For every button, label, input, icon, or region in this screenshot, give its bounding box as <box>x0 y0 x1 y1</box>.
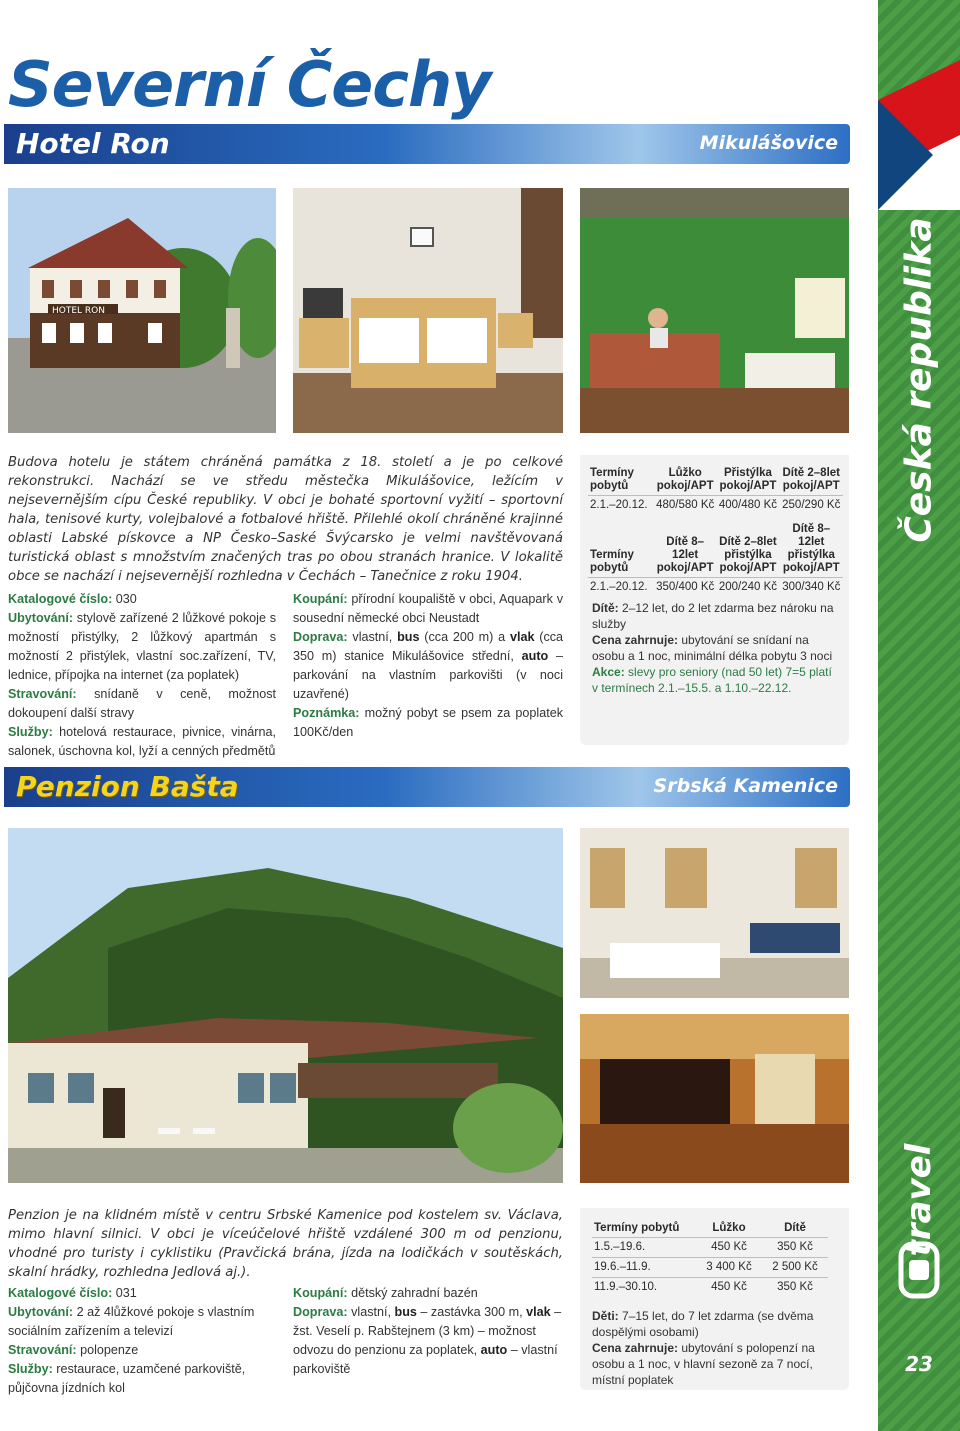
price-cell: 19.6.–11.9. <box>592 1258 696 1278</box>
price-cell: 480/580 Kč <box>654 496 716 516</box>
price-includes-value: ubytování se snídaní na osobu a 1 noc, minimální délka pobytu 3 noci <box>592 633 833 663</box>
price-cell: 350 Kč <box>762 1278 828 1298</box>
price-cell: 3 400 Kč <box>696 1258 762 1278</box>
price-cell: 450 Kč <box>696 1238 762 1258</box>
child-value: 7–15 let, do 7 let zdarma (se dvěma dospělými osobami) <box>592 1309 814 1339</box>
brand-travel: travel <box>899 1143 939 1257</box>
table-row <box>592 1238 828 1258</box>
price-includes-value: ubytování s polopenzí na osobu a 1 noc, v hlavní sezoně za 7 nocí, místní poplatek <box>592 1341 815 1387</box>
cd-logo-icon <box>897 1240 941 1300</box>
penzion-basta-info-col1 <box>8 1284 276 1398</box>
hotel-ron-title: Hotel Ron <box>16 127 170 160</box>
hotel-ron-price-table-2 <box>588 521 843 597</box>
penzion-basta-bar-photo <box>580 1014 849 1183</box>
hotel-ron-info-col2 <box>293 590 563 742</box>
transport-car: auto <box>521 649 549 663</box>
transport-train: vlak <box>526 1305 551 1319</box>
penzion-basta-exterior-photo <box>8 828 563 1183</box>
child-label: Děti: <box>592 1309 619 1323</box>
price-includes-label: Cena zahrnuje: <box>592 633 679 647</box>
hotel-ron-banner <box>4 124 850 164</box>
country-title: Česká republika <box>898 217 940 543</box>
price-header: Termíny pobytů <box>590 467 634 492</box>
price-cell: 2 500 Kč <box>762 1258 828 1278</box>
price-cell: 250/290 Kč <box>779 496 843 516</box>
table-row <box>588 578 843 598</box>
price-cell: 11.9.–30.10. <box>592 1278 696 1298</box>
catalog-value: 030 <box>115 592 137 606</box>
transport-text: vlastní, <box>352 630 393 644</box>
page-number: 23 <box>905 1352 933 1376</box>
price-cell: 450 Kč <box>696 1278 762 1298</box>
penzion-basta-title: Penzion Bašta <box>16 770 239 803</box>
price-header: Termíny pobytů <box>594 1222 680 1234</box>
swimming-label: Koupání: <box>293 592 348 606</box>
catalog-label: Katalogové číslo: <box>8 1286 113 1300</box>
transport-label: Doprava: <box>293 1305 348 1319</box>
price-cell: 2.1.–20.12. <box>588 578 654 598</box>
accommodation-label: Ubytování: <box>8 611 74 625</box>
transport-label: Doprava: <box>293 630 348 644</box>
child-value: 2–12 let, do 2 let zdarma bez nároku na služby <box>592 601 834 631</box>
price-header: Lůžko <box>712 1222 746 1234</box>
hotel-ron-price-box <box>580 455 849 745</box>
price-includes-label: Cena zahrnuje: <box>592 1341 679 1355</box>
penzion-basta-info-col2 <box>293 1284 563 1379</box>
penzion-basta-price-notes <box>592 1308 840 1388</box>
transport-text: (cca 200 m) a <box>424 630 506 644</box>
catalog-value: 031 <box>115 1286 137 1300</box>
promo-value: slevy pro seniory (nad 50 let) 7=5 platí v termínech 2.1.–15.5. a 1.10.–22.12. <box>592 665 832 695</box>
czech-flag-icon <box>878 60 960 210</box>
accommodation-value: stylově zařízené 2 lůžkové pokoje s možností přistýlky, 2 lůžkový apartmán s možností 2 přistýlek, vlastní soc.zařízení, TV, lednice, přípojka na internet (za poplatek) <box>8 611 276 682</box>
note-value: možný pobyt se psem za poplatek 100Kč/den <box>293 706 563 739</box>
page-title: Severní Čechy <box>8 48 491 121</box>
price-cell: 1.5.–19.6. <box>592 1238 696 1258</box>
hotel-ron-info-col1 <box>8 590 276 761</box>
board-label: Stravování: <box>8 1343 77 1357</box>
hotel-ron-location: Mikulášovice <box>699 132 838 154</box>
swimming-value: dětský zahradní bazén <box>351 1286 478 1300</box>
board-value: polopenze <box>80 1343 139 1357</box>
price-header: Dítě 8–12let přistýlka pokoj/APT <box>782 523 840 574</box>
penzion-basta-price-box <box>580 1208 849 1390</box>
price-header: Dítě 2–8let přistýlka pokoj/APT <box>719 536 777 574</box>
promo-label: Akce: <box>592 665 625 679</box>
table-row <box>592 1258 828 1278</box>
transport-bus: bus <box>397 630 420 644</box>
transport-text: – žst. Veselí p. Rabštejnem (3 km) – možnost odvozu do penzionu za poplatek, <box>293 1305 562 1357</box>
swimming-value: přírodní koupaliště v obci, Aquapark v sousední německé obci Neustadt <box>293 592 563 625</box>
price-header: Přistýlka pokoj/APT <box>719 467 777 492</box>
note-label: Poznámka: <box>293 706 360 720</box>
transport-text: (cca 350 m) stanice Mikulášovice střední, <box>293 630 564 663</box>
transport-train: vlak <box>509 630 535 644</box>
transport-text: – vlastní parkoviště <box>293 1343 558 1376</box>
accommodation-label: Ubytování: <box>8 1305 74 1319</box>
services-label: Služby: <box>8 725 53 739</box>
price-header: Lůžko pokoj/APT <box>656 467 714 492</box>
hotel-ron-room-photo <box>293 188 563 433</box>
price-header: Dítě 2–8let pokoj/APT <box>782 467 840 492</box>
price-cell: 300/340 Kč <box>780 578 843 598</box>
price-cell: 200/240 Kč <box>716 578 779 598</box>
catalog-label: Katalogové číslo: <box>8 592 113 606</box>
services-label: Služby: <box>8 1362 53 1376</box>
penzion-basta-description: Penzion je na klidném místě v centru Srbské Kamenice pod kostelem sv. Václava, mimo hlavní silnici. V obci je víceúčelové hřiště vzdálené 300 m od penzionu, vhodné pro turisty i cyklistiku (Pravčická brána, jízda na lodičkách v soutěskách, skalní hrádky, rozhledna Jedlová aj.). <box>8 1208 563 1280</box>
price-cell: 400/480 Kč <box>716 496 779 516</box>
swimming-label: Koupání: <box>293 1286 348 1300</box>
hotel-ron-price-notes <box>592 600 840 696</box>
child-label: Dítě: <box>592 601 619 615</box>
hotel-ron-sign: HOTEL RON <box>52 306 105 316</box>
board-value: snídaně v ceně, možnost dokoupení další stravy <box>8 687 277 720</box>
hotel-ron-description: Budova hotelu je státem chráněná památka z 18. století a je po celkové rekonstrukci. Nachází se ve středu městečka Mikulášovice, ležícím v nejsevernějším cípu České republiky. V obci je bohaté sportovní vyžití – sportovní hala, tenisové kurty, volejbalové a fotbalové hřiště. Přilehlé okolí chráněné krajinné oblasti Labské pískovce a NP Česko–Saské Švýcarsko je velmi navštěvovaná turistická oblast s množstvím značených tras po obou stranách hranice. V lokalitě obce se nachází i nejsevernější rozhledna v Čechách – Tanečnice z roku 1904. <box>8 455 563 584</box>
hotel-ron-description-block <box>8 453 563 586</box>
table-row <box>592 1278 828 1298</box>
transport-text: vlastní, <box>351 1305 391 1319</box>
services-value: restaurace, uzamčené parkoviště, půjčovna jízdních kol <box>8 1362 246 1395</box>
penzion-basta-banner <box>4 767 850 807</box>
price-header: Dítě 8–12let pokoj/APT <box>656 536 714 574</box>
transport-bus: bus <box>394 1305 417 1319</box>
penzion-basta-price-table <box>592 1220 828 1297</box>
penzion-basta-location: Srbská Kamenice <box>653 775 838 797</box>
price-header: Termíny pobytů <box>590 549 634 574</box>
transport-text: – zastávka 300 m, <box>420 1305 523 1319</box>
price-header: Dítě <box>784 1222 806 1234</box>
transport-car: auto <box>480 1343 508 1357</box>
hotel-ron-restaurant-photo <box>580 188 849 433</box>
penzion-basta-room-photo <box>580 828 849 998</box>
price-cell: 350/400 Kč <box>654 578 716 598</box>
transport-text: – parkování na vlastním parkovišti (v noci uzavřené) <box>293 649 564 701</box>
services-value: hotelová restaurace, pivnice, vinárna, salonek, úschovna kol, lyží a cenných předmětů <box>8 725 276 758</box>
board-label: Stravování: <box>8 687 77 701</box>
hotel-ron-exterior-photo <box>8 188 276 433</box>
accommodation-value: 2 až 4lůžkové pokoje s vlastním sociálním zařízením a televizí <box>8 1305 255 1338</box>
penzion-basta-description-block <box>8 1206 563 1282</box>
price-cell: 350 Kč <box>762 1238 828 1258</box>
hotel-ron-price-table-1 <box>588 465 843 515</box>
table-row <box>588 496 843 516</box>
price-cell: 2.1.–20.12. <box>588 496 654 516</box>
